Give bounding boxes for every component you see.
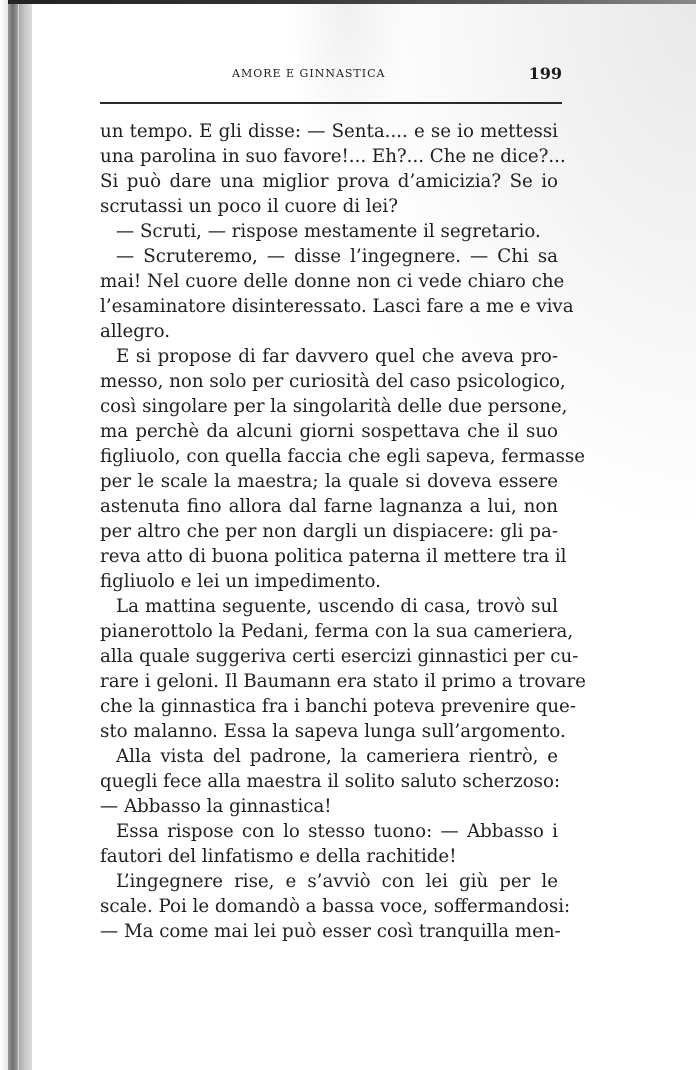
text-line: mai! Nel cuore delle donne non ci vede chiaro che	[100, 271, 565, 292]
text-line: fautori del linfatismo e della rachitide!	[100, 846, 457, 867]
text-line: scrutassi un poco il cuore di lei?	[100, 196, 398, 217]
text-line: ma perchè da alcuni giorni sospettava che il suo	[100, 421, 558, 442]
scan-top-edge	[0, 0, 696, 4]
text-line: Si può dare una miglior prova d’amicizia? Se io	[100, 171, 558, 192]
text-line: — Scruti, — rispose mestamente il segretario.	[116, 221, 541, 242]
text-line: sto malanno. Essa la sapeva lunga sull’argomento.	[100, 721, 566, 742]
text-line: Alla vista del padrone, la cameriera rientrò, e	[116, 746, 558, 767]
text-line: L’ingegnere rise, e s’avviò con lei giù per le	[116, 871, 558, 892]
text-line: messo, non solo per curiosità del caso psicologico,	[100, 371, 566, 392]
text-line: — Abbasso la ginnastica!	[100, 796, 332, 817]
text-line: scale. Poi le domandò a bassa voce, soffermandosi:	[100, 896, 571, 917]
text-line: figliuolo, con quella faccia che egli sapeva, fermasse	[100, 446, 586, 467]
text-line: — Ma come mai lei può esser così tranquilla men-	[100, 921, 561, 942]
text-line: E si propose di far davvero quel che aveva pro-	[116, 346, 558, 367]
header-rule	[100, 102, 562, 104]
scan-left-margin	[0, 0, 8, 1070]
text-line: per le scale la maestra; la quale si doveva essere	[100, 471, 558, 492]
book-spine-shadow	[8, 4, 32, 1070]
text-line: quegli fece alla maestra il solito saluto scherzoso:	[100, 771, 561, 792]
text-line: alla quale suggeriva certi esercizi ginnastici per cu-	[100, 646, 579, 667]
text-line: La mattina seguente, uscendo di casa, trovò sul	[116, 596, 558, 617]
text-line: reva atto di buona politica paterna il mettere tra il	[100, 546, 567, 567]
text-line: per altro che per non dargli un dispiacere: gli pa-	[100, 521, 558, 542]
text-line: una parolina in suo favore!... Eh?... Che ne dice?...	[100, 146, 566, 167]
text-line: figliuolo e lei un impedimento.	[100, 571, 381, 592]
text-line: astenuta fino allora dal farne lagnanza a lui, non	[100, 496, 558, 517]
running-title: AMORE E GINNASTICA	[232, 67, 386, 80]
body-text	[100, 119, 586, 944]
text-line: pianerottolo la Pedani, ferma con la sua cameriera,	[100, 621, 574, 642]
spine-crease	[18, 4, 19, 1070]
running-head	[100, 64, 562, 84]
text-line: un tempo. E gli disse: — Senta.... e se io mettessi	[100, 121, 558, 142]
text-line: rare i geloni. Il Baumann era stato il primo a trovare	[100, 671, 586, 692]
text-line: così singolare per la singolarità delle due persone,	[100, 396, 568, 417]
text-line: — Scruteremo, — disse l’ingegnere. — Chi sa	[116, 246, 558, 267]
text-line: Essa rispose con lo stesso tuono: — Abbasso i	[116, 821, 558, 842]
page-number: 199	[528, 64, 562, 83]
text-line: che la ginnastica fra i banchi poteva prevenire que-	[100, 696, 576, 717]
text-line: allegro.	[100, 321, 170, 342]
text-line: l’esaminatore disinteressato. Lasci fare a me e viva	[100, 296, 574, 317]
